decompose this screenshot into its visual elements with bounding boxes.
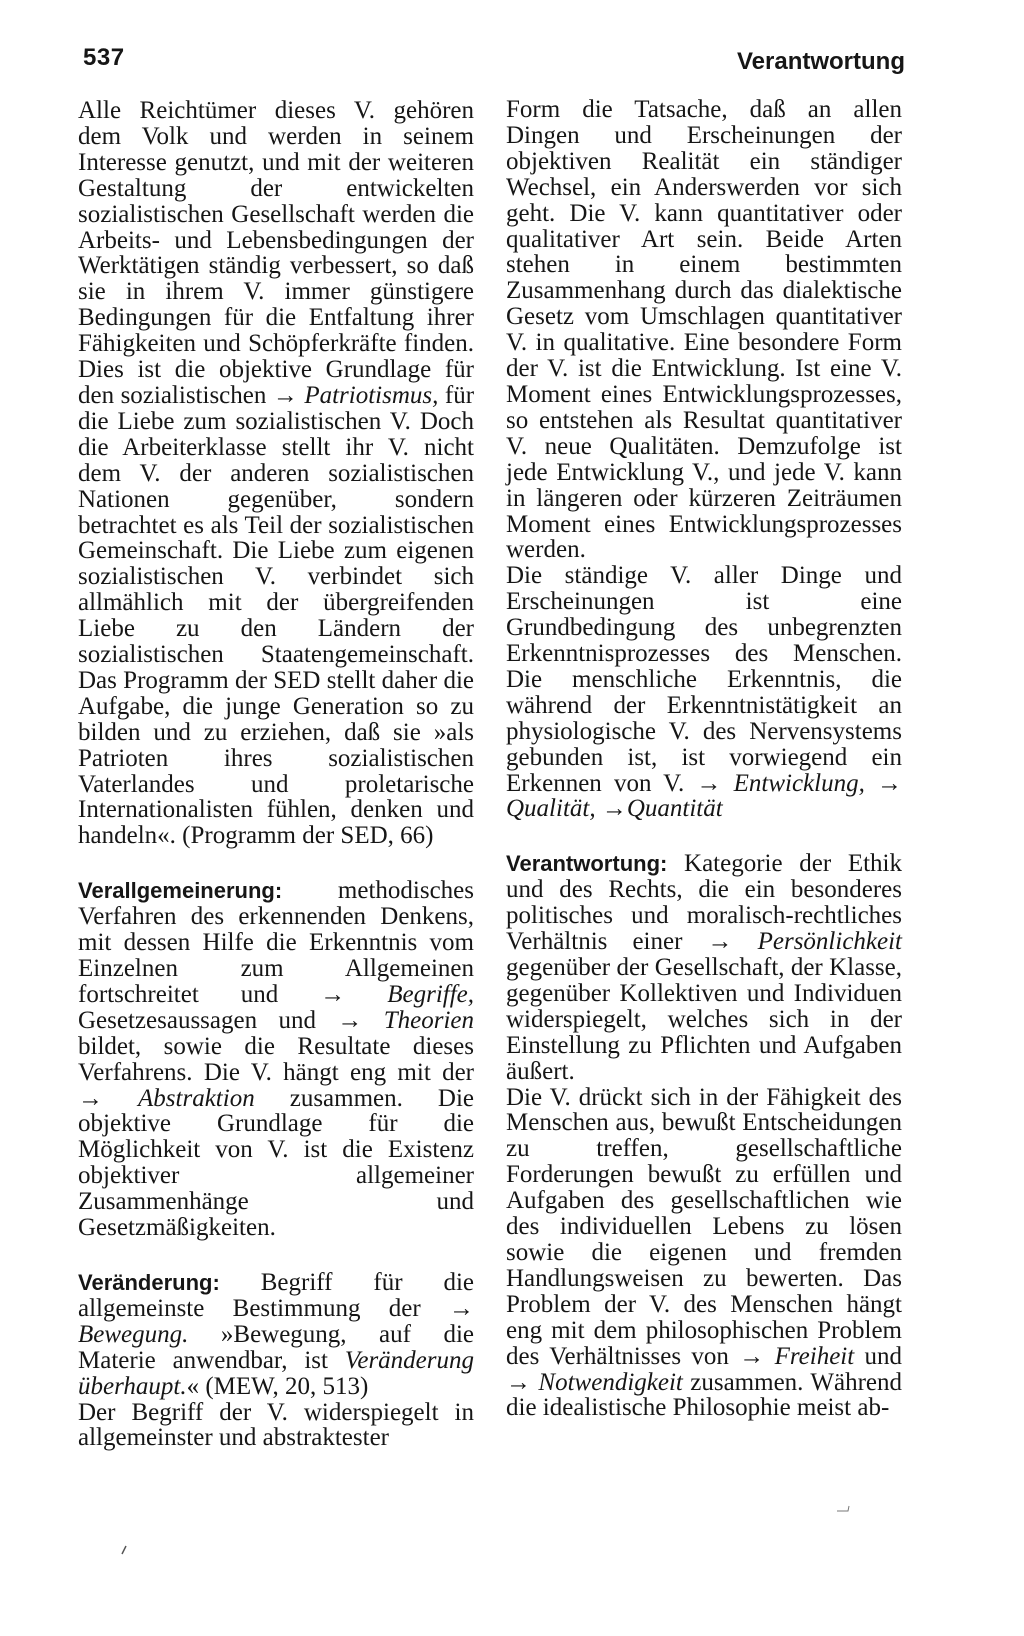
cross-reference-patriotismus[interactable]: Patriotismus,: [304, 381, 439, 409]
arrow-icon: →: [449, 1294, 474, 1322]
arrow-icon: →: [601, 795, 627, 823]
right-column: [506, 97, 902, 1421]
cross-reference-persoenlichkeit[interactable]: Persönlichkeit: [757, 928, 903, 956]
arrow-icon: →: [320, 980, 346, 1008]
arrow-icon: →: [337, 1006, 363, 1034]
headword-veraenderung: Veränderung:: [78, 1269, 220, 1295]
entry-text: Begriff für die allgemeinste Bestimmung der: [78, 1268, 475, 1322]
paragraph-veraenderung-erkenntnis: [506, 563, 902, 822]
paragraph-text: Die V. drückt sich in der Fähigkeit des Menschen aus, bewußt Entscheidungen zu treffen, gesellschaftliche Forderungen bewußt zu erfüllen und Aufgaben des gesellschaftlichen wie des individuellen Lebens zu lösen sowie die eigenen und fremden Handlungsweisen zu bewerten. Das Problem der V. des Menschen hängt eng mit dem philosophischen Problem des Verhältnisses von: [506, 1083, 902, 1370]
cross-reference-abstraktion[interactable]: Abstraktion: [138, 1084, 255, 1112]
entry-verallgemeinerung: [78, 878, 474, 1241]
paragraph-text: für die Liebe zum sozialistischen V. Doch die Arbeiterklasse stellt ihr V. nicht dem V. der anderen sozialistischen Nationen gegenüber, sondern betrachtet es als Teil der sozialistischen Gemeinschaft. Die Liebe zum eigenen sozialistischen V. verbindet sich allmählich mit der übergreifenden Liebe zu den Ländern der sozialistischen Staatengemeinschaft. Das Programm der SED stellt daher die Aufgabe, die junge Generation so zu bilden und zu erziehen, daß sie »als Patrioten ihres sozialistischen Vaterlandes und proletarische Internationalisten fühlen, denken und handeln«. (Programm der SED, 66): [78, 381, 475, 850]
entry-text: methodisches Verfahren des erkennenden Denkens, mit dessen Hilfe die Erkenntnis vom Einzelnen zum Allgemeinen fortschreitet und: [78, 877, 474, 1008]
cross-reference-entwicklung[interactable]: Entwicklung,: [733, 769, 865, 797]
paragraph-veraenderung-2: Der Begriff der V. widerspiegelt in allgemeinster und abstraktester: [78, 1398, 474, 1452]
paragraph-text: Die ständige V. aller Dinge und Erscheinungen ist eine Grundbedingung des unbegrenzten Erkenntnisprozesses des Menschen. Die menschliche Erkenntnis, die während der Erkenntnistätigkeit an physiologische V. des Nervensystems gebunden ist, ist vorwiegend ein Erkennen von V.: [506, 562, 902, 797]
entry-text: gegenüber der Gesellschaft, der Klasse, gegenüber Kollektiven und Individuen widerspiegelt, welches sich in der Einstellung zu Pflichten und Aufgaben äußert.: [506, 954, 902, 1085]
paragraph-text: Alle Reichtümer dieses V. gehören dem Volk und werden in seinem Interesse genutzt, und mit der weiteren Gestaltung der entwickelten sozialistischen Gesellschaft werden die Arbeits- und Lebensbedingungen der Werktätigen ständig verbessert, so daß sie in ihrem V. immer günstigere Bedingungen für die Entfaltung ihrer Fähigkeiten und Schöpferkräfte finden. Dies ist die objektive Grundlage für den sozialistischen: [78, 97, 474, 409]
cross-reference-freiheit[interactable]: Freiheit: [774, 1342, 855, 1370]
entry-text: « (MEW, 20, 513): [186, 1372, 369, 1400]
cross-reference-theorien[interactable]: Theorien: [383, 1006, 474, 1034]
paragraph-text: und: [864, 1342, 903, 1370]
entry-veraenderung: [78, 1270, 474, 1400]
headword-verallgemeinerung: Verallgemeinerung:: [78, 878, 283, 904]
paragraph-veraenderung-continuation: Form die Tatsache, daß an allen Dingen und Erscheinungen der objektiven Realität ein ständiger Wechsel, ein Anderswerden vor sich geht. Die V. kann quantitativer oder qualitativer Art sein. Beide Arten stehen in einem bestimmten Zusammenhang durch das dialektische Gesetz vom Umschlagen quantitativer V. in qualitative. Eine besondere Form der V. ist die Entwicklung. Ist eine V. Moment eines Entwicklungsprozesses, so entstehen als Resultat quantitativer V. neue Qualitäten. Demzufolge ist jede Entwicklung V., und jede V. kann in längeren oder kürzeren Zeiträumen Moment eines Entwicklungsprozesses werden.: [506, 96, 902, 564]
arrow-icon: →: [78, 1084, 103, 1112]
running-head: Verantwortung: [736, 48, 905, 75]
arrow-icon: →: [707, 928, 733, 956]
entry-text: »Bewegung, auf die Materie anwendbar, ist: [78, 1320, 475, 1374]
cross-reference-notwendigkeit[interactable]: Notwendigkeit: [538, 1368, 683, 1396]
cross-reference-qualitaet[interactable]: Qualität,: [506, 795, 596, 823]
headword-verantwortung: Verantwortung:: [506, 851, 668, 877]
arrow-icon: →: [739, 1342, 765, 1370]
arrow-icon: →: [272, 381, 298, 409]
quote-italic: Veränderung überhaupt.: [78, 1346, 474, 1400]
scan-speck-mark: [836, 1505, 850, 1513]
scan-speck-mark: [120, 1545, 128, 1555]
page-number: 537: [83, 44, 125, 71]
paragraph-vaterland-continuation: [78, 98, 474, 849]
cross-reference-bewegung[interactable]: Bewegung.: [78, 1320, 189, 1348]
entry-text: Gesetzesaussagen und: [78, 1006, 316, 1034]
arrow-icon: →: [877, 769, 903, 797]
left-column: [78, 98, 474, 1451]
entry-text: Kategorie der Ethik und des Rechts, die ein besonderes politisches und moralisch-rechtliches Verhältnis einer: [506, 850, 902, 956]
entry-verantwortung: [506, 851, 902, 1084]
entry-text: zusammen. Die objektive Grundlage für die Möglichkeit von V. ist die Existenz objektiver allgemeiner Zusammenhänge und Gesetzmäßigkeiten.: [78, 1084, 475, 1242]
arrow-icon: →: [696, 769, 722, 797]
cross-reference-quantitaet[interactable]: Quantität: [626, 795, 723, 823]
cross-reference-begriffe[interactable]: Begriffe,: [387, 980, 475, 1008]
arrow-icon: →: [506, 1368, 531, 1396]
entry-text: bildet, sowie die Resultate dieses Verfahrens. Die V. hängt eng mit der: [78, 1032, 474, 1086]
paragraph-text: zusammen. Während die idealistische Philosophie meist ab-: [506, 1368, 903, 1422]
paragraph-verantwortung-2: [506, 1085, 902, 1422]
